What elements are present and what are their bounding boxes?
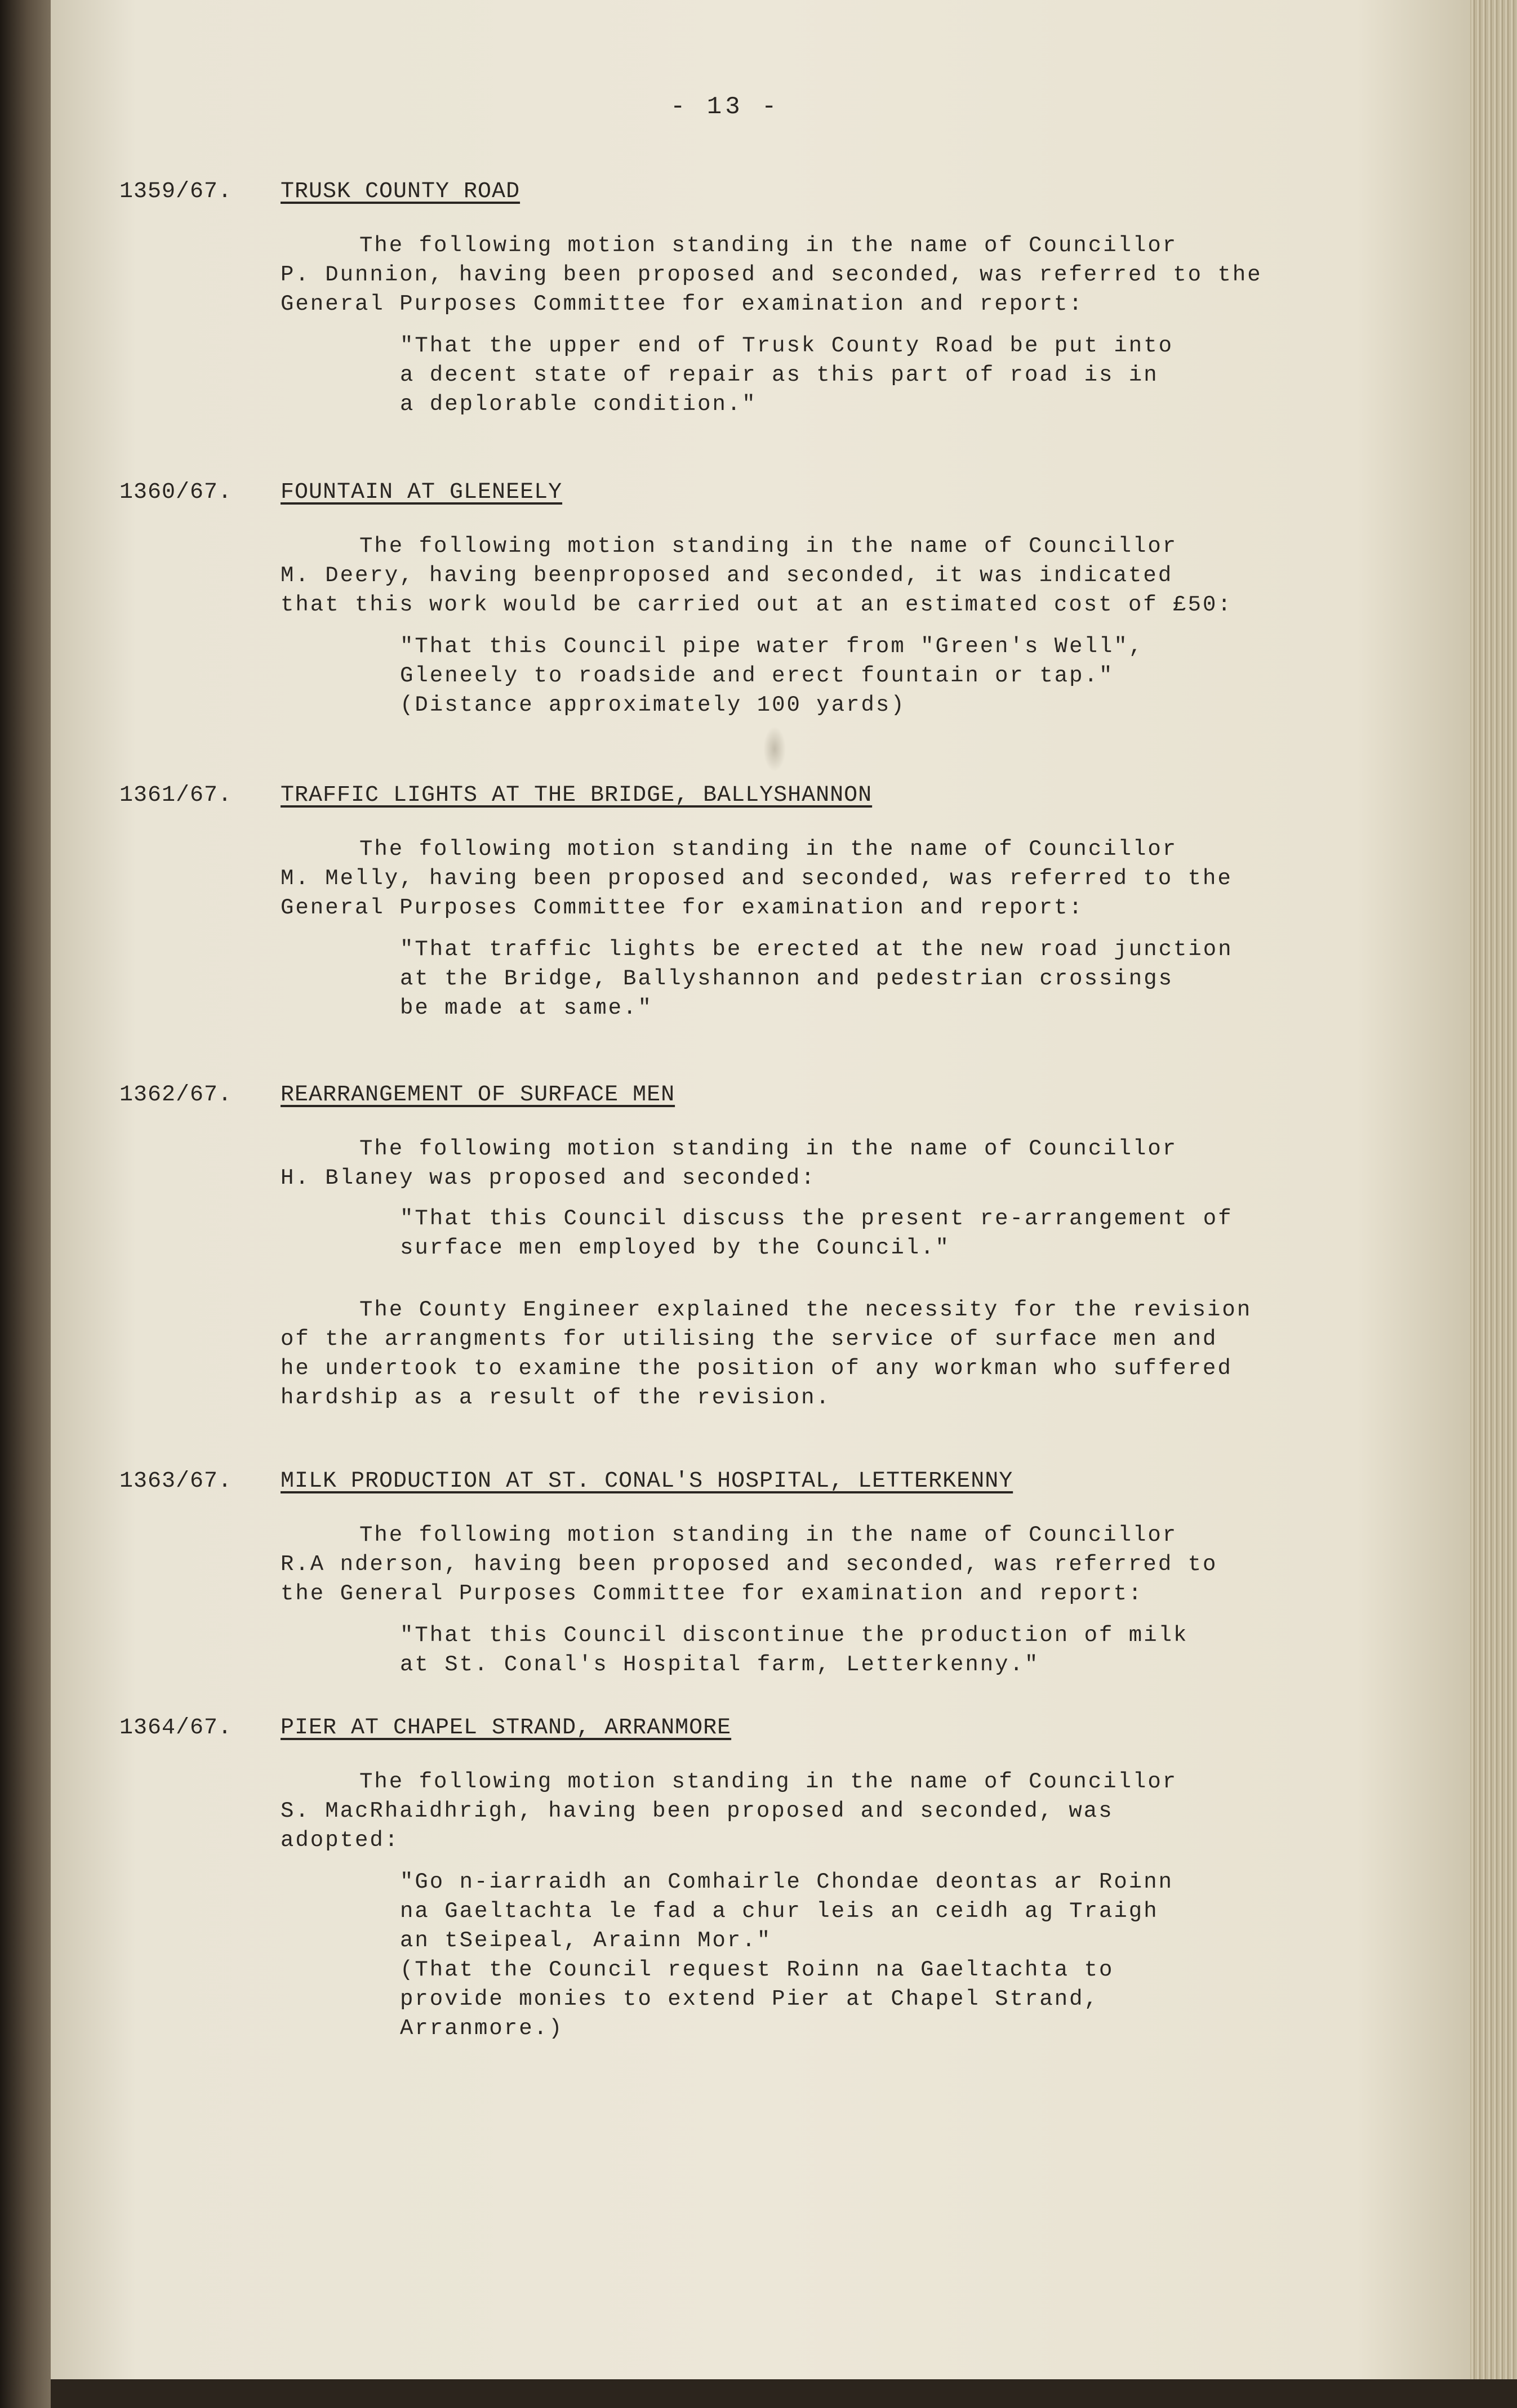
minute-body: The following motion standing in the name of Councillor M. Melly, having been proposed and seconded, was referred to the General Purposes Committee for examination and report:	[281, 837, 1233, 920]
minute-body: The following motion standing in the name of Councillor H. Blaney was proposed and seconded:	[281, 1136, 1178, 1190]
minute-heading: PIER AT CHAPEL STRAND, ARRANMORE	[281, 1715, 732, 1741]
minute-reference: 1362/67.	[119, 1082, 233, 1108]
motion-quote: "That traffic lights be erected at the new road junction at the Bridge, Ballyshannon and pedestrian crossings be made at same."	[400, 937, 1233, 1020]
motion-quote: "That the upper end of Trusk County Road be put into a decent state of repair as this part of road is in a deplorable condition."	[400, 333, 1173, 417]
minute-body: The following motion standing in the name of Councillor P. Dunnion, having been proposed and seconded, was referred to the General Purposes Committee for examination and report:	[281, 233, 1262, 316]
minute-body-resolution: The County Engineer explained the necessity for the revision of the arrangments for utilising the service of surface men and he undertook to examine the position of any workman who suffered hardship as a result of the revision.	[281, 1297, 1252, 1410]
document-page	[51, 0, 1470, 2408]
page-number: - 13 -	[670, 93, 780, 121]
minute-heading: TRAFFIC LIGHTS AT THE BRIDGE, BALLYSHANNON	[281, 783, 873, 808]
minute-heading: FOUNTAIN AT GLENEELY	[281, 480, 563, 505]
minute-heading: MILK PRODUCTION AT ST. CONAL'S HOSPITAL, LETTERKENNY	[281, 1469, 1013, 1494]
minute-body: The following motion standing in the name of Councillor R.A nderson, having been proposed and seconded, was referred to the General Purposes Committee for examination and report:	[281, 1523, 1218, 1606]
motion-quote: "That this Council discuss the present re-arrangement of surface men employed by the Council."	[400, 1206, 1233, 1260]
minute-heading: REARRANGEMENT OF SURFACE MEN	[281, 1082, 675, 1108]
minute-reference: 1364/67.	[119, 1715, 233, 1741]
ink-blot	[763, 726, 786, 772]
motion-quote: "That this Council pipe water from "Green's Well", Gleneely to roadside and erect fountain or tap." (Distance approximately 100 yards)	[400, 634, 1144, 717]
minute-reference: 1360/67.	[119, 480, 233, 505]
book-bottom-edge	[51, 2379, 1517, 2408]
motion-quote: "That this Council discontinue the production of milk at St. Conal's Hospital farm, Letterkenny."	[400, 1623, 1189, 1677]
minute-body: The following motion standing in the name of Councillor S. MacRhaidhrigh, having been proposed and seconded, was adopted:	[281, 1769, 1178, 1853]
motion-quote: "Go n-iarraidh an Comhairle Chondae deontas ar Roinn na Gaeltachta le fad a chur leis an ceidh ag Traigh an tSeipeal, Arainn Mor." (That the Council request Roinn na Gaeltachta to provide monies to extend Pier at Chapel Strand, Arranmore.)	[400, 1870, 1173, 2041]
minute-reference: 1359/67.	[119, 179, 233, 204]
minute-reference: 1363/67.	[119, 1469, 233, 1494]
page-edges	[1470, 0, 1517, 2408]
minute-reference: 1361/67.	[119, 783, 233, 808]
minute-body: The following motion standing in the name of Councillor M. Deery, having beenproposed and seconded, it was indicated that this work would be carried out at an estimated cost of £50:	[281, 534, 1233, 617]
minute-heading: TRUSK COUNTY ROAD	[281, 179, 521, 204]
